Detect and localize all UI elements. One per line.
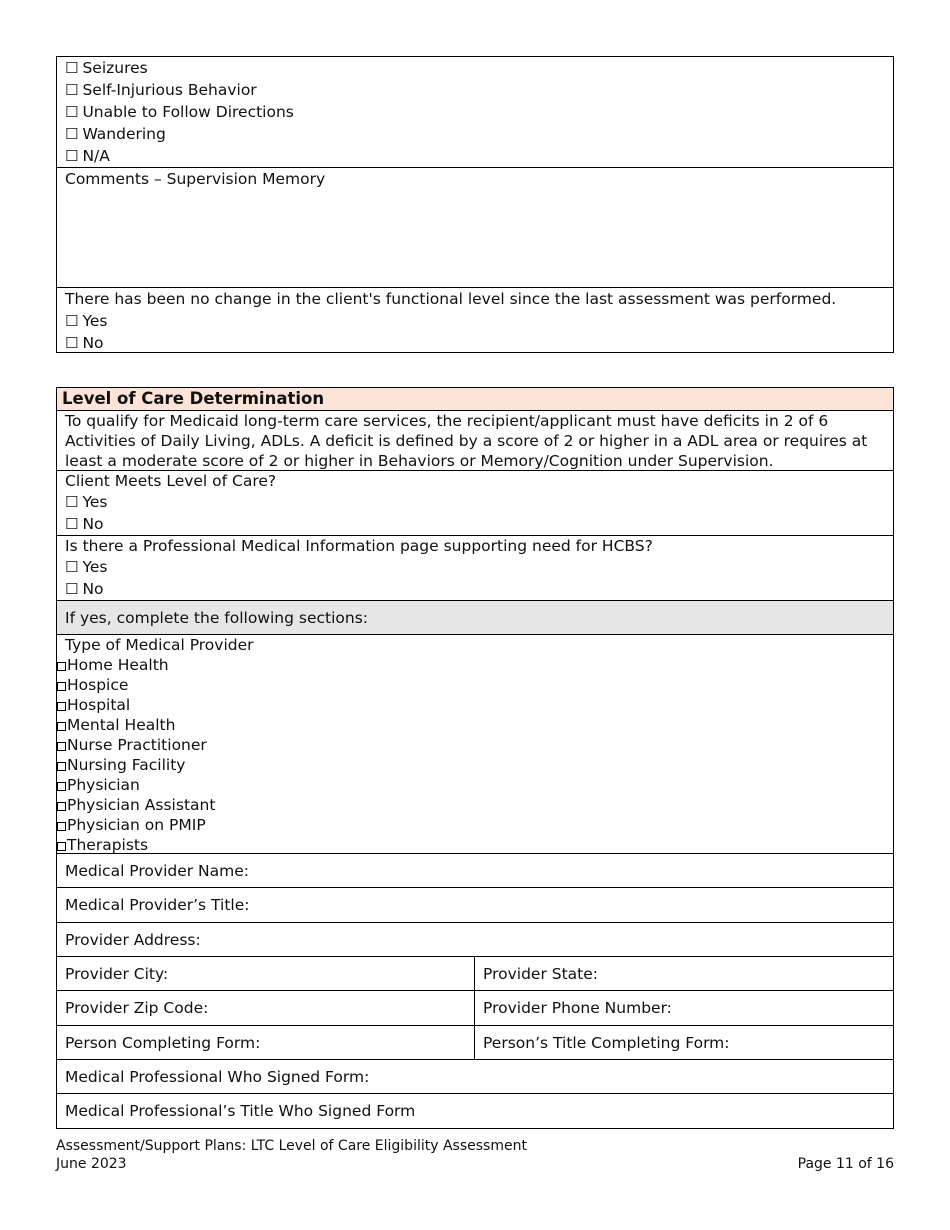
no-change-no[interactable]: ☐ No — [65, 334, 104, 352]
footer-page-number: Page 11 of 16 — [797, 1156, 894, 1172]
checkbox-icon[interactable] — [57, 782, 66, 791]
checkbox-icon[interactable]: ☐ — [65, 125, 79, 143]
person-completing-field[interactable]: Person Completing Form: — [57, 1026, 475, 1059]
option-unable-follow[interactable]: ☐ Unable to Follow Directions — [65, 103, 294, 121]
person-completing-row — [57, 1026, 893, 1060]
no-change-question — [57, 288, 893, 352]
provider-type-therapists[interactable]: Therapists — [57, 835, 893, 855]
section-title: Level of Care Determination — [57, 388, 893, 411]
checkbox-icon[interactable]: ☐ — [65, 103, 79, 121]
checkbox-icon[interactable] — [57, 662, 66, 671]
checkbox-icon[interactable] — [57, 802, 66, 811]
meets-loc-question — [57, 471, 893, 536]
checkbox-icon[interactable]: ☐ — [65, 334, 79, 352]
provider-type-list — [57, 635, 893, 854]
option-self-injurious[interactable]: ☐ Self-Injurious Behavior — [65, 81, 257, 99]
checkbox-icon[interactable] — [57, 682, 66, 691]
intro-text: To qualify for Medicaid long-term care services, the recipient/applicant must have deficits in 2 of 6 Activities of Daily Living, ADLs. A deficit is defined by a score of 2 or higher in a ADL area or requires at least a moderate score of 2 or higher in Behaviors or Memory/Cognition under Supervision. — [57, 411, 893, 471]
provider-type-hospital[interactable]: Hospital — [57, 695, 893, 715]
checkbox-icon[interactable] — [57, 842, 66, 851]
checkbox-icon[interactable]: ☐ — [65, 312, 79, 330]
city-state-row — [57, 957, 893, 991]
option-na[interactable]: ☐ N/A — [65, 147, 110, 165]
provider-city-field[interactable]: Provider City: — [57, 957, 475, 990]
supervision-table — [56, 56, 894, 353]
provider-address-field[interactable]: Provider Address: — [57, 923, 893, 957]
pmi-label: Is there a Professional Medical Information page supporting need for HCBS? — [65, 537, 653, 555]
provider-title-field[interactable]: Medical Provider’s Title: — [57, 888, 893, 923]
meets-loc-label: Client Meets Level of Care? — [65, 472, 277, 490]
no-change-label: There has been no change in the client's functional level since the last assessment was performed. — [65, 290, 837, 308]
behavior-options — [57, 57, 893, 168]
footer-doc-title: Assessment/Support Plans: LTC Level of Care Eligibility Assessment — [56, 1138, 527, 1154]
provider-type-mental-health[interactable]: Mental Health — [57, 715, 893, 735]
provider-type-physician-pmip[interactable]: Physician on PMIP — [57, 815, 893, 835]
checkbox-icon[interactable]: ☐ — [65, 81, 79, 99]
person-title-field[interactable]: Person’s Title Completing Form: — [483, 1033, 730, 1052]
provider-type-home-health[interactable]: Home Health — [57, 655, 893, 675]
zip-phone-row — [57, 991, 893, 1026]
signer-title-field[interactable]: Medical Professional’s Title Who Signed Form — [65, 1102, 416, 1120]
checkbox-icon[interactable] — [57, 742, 66, 751]
checkbox-icon[interactable]: ☐ — [65, 493, 79, 511]
signer-field[interactable]: Medical Professional Who Signed Form: — [57, 1060, 893, 1094]
meets-loc-yes[interactable]: ☐ Yes — [65, 493, 108, 511]
provider-phone-field[interactable]: Provider Phone Number: — [483, 999, 672, 1017]
meets-loc-no[interactable]: ☐ No — [65, 515, 104, 533]
provider-name-field[interactable]: Medical Provider Name: — [57, 854, 893, 888]
provider-type-nurse-practitioner[interactable]: Nurse Practitioner — [57, 735, 893, 755]
comments-label: Comments – Supervision Memory — [65, 170, 326, 188]
pmi-question — [57, 536, 893, 601]
footer-date: June 2023 — [56, 1156, 127, 1172]
checkbox-icon[interactable]: ☐ — [65, 558, 79, 576]
comments-field[interactable] — [57, 168, 893, 288]
if-yes-banner: If yes, complete the following sections: — [57, 601, 893, 635]
checkbox-icon[interactable]: ☐ — [65, 147, 79, 165]
checkbox-icon[interactable] — [57, 722, 66, 731]
checkbox-icon[interactable]: ☐ — [65, 580, 79, 598]
provider-state-field[interactable]: Provider State: — [483, 964, 598, 983]
provider-type-physician[interactable]: Physician — [57, 775, 893, 795]
no-change-yes[interactable]: ☐ Yes — [65, 312, 108, 330]
checkbox-icon[interactable] — [57, 762, 66, 771]
checkbox-icon[interactable] — [57, 702, 66, 711]
option-seizures[interactable]: ☐ Seizures — [65, 59, 148, 77]
provider-type-physician-assistant[interactable]: Physician Assistant — [57, 795, 893, 815]
provider-type-nursing-facility[interactable]: Nursing Facility — [57, 755, 893, 775]
checkbox-icon[interactable]: ☐ — [65, 59, 79, 77]
checkbox-icon[interactable] — [57, 822, 66, 831]
pmi-yes[interactable]: ☐ Yes — [65, 558, 108, 576]
provider-type-label: Type of Medical Provider — [65, 636, 254, 654]
provider-type-hospice[interactable]: Hospice — [57, 675, 893, 695]
option-wandering[interactable]: ☐ Wandering — [65, 125, 166, 143]
page-footer — [56, 1137, 894, 1173]
checkbox-icon[interactable]: ☐ — [65, 515, 79, 533]
level-of-care-table — [56, 387, 894, 1129]
provider-zip-field[interactable]: Provider Zip Code: — [57, 991, 475, 1025]
pmi-no[interactable]: ☐ No — [65, 580, 104, 598]
